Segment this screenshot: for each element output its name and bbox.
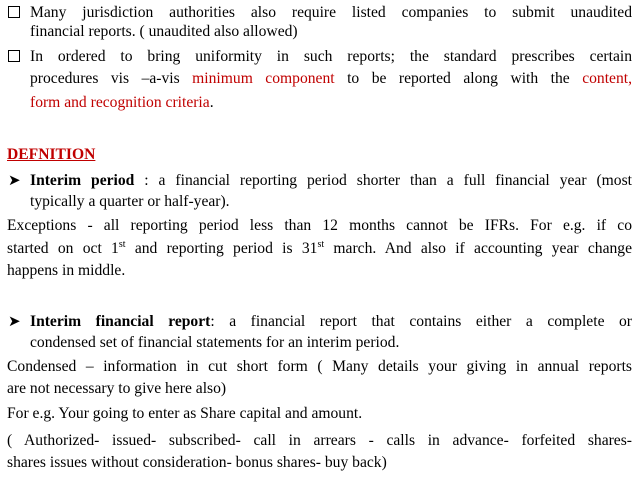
text-run: started on oct 1 (7, 240, 119, 257)
interim-period-line-2: typically a quarter or half-year). (30, 193, 230, 210)
superscript: st (118, 238, 126, 250)
list-line-2: shares issues without consideration- bonus shares- buy back) (7, 454, 387, 471)
exceptions-line-3: happens in middle. (7, 262, 126, 279)
definition-heading: DEFNITION (7, 146, 96, 163)
text-run: : a financial report that contains either a complete or (210, 313, 632, 330)
arrow-bullet-icon: ➤ (8, 314, 21, 330)
text-run: : a financial reporting period shorter than a full financial year (most (134, 172, 632, 189)
condensed-line-1: Condensed – information in cut short form ( Many details your giving in annual reports (7, 358, 632, 375)
text-run: and reporting period is 31 (125, 240, 318, 257)
text-run: . (209, 94, 214, 111)
bullet-1-line-1: Many jurisdiction authorities also require listed companies to submit unaudited (30, 4, 632, 21)
text-run: march. And also if accounting year change (324, 240, 633, 257)
example-line: For e.g. Your going to enter as Share capital and amount. (7, 405, 363, 422)
text-run: to be reported along with the (334, 70, 583, 87)
bullet-1-line-2: financial reports. ( unaudited also allowed) (30, 23, 298, 40)
checkbox-icon (8, 4, 20, 22)
bullet-2-line-3 (30, 94, 632, 112)
exceptions-line-2 (7, 240, 632, 258)
interim-report-line-1 (30, 313, 632, 331)
checkbox-icon (8, 48, 20, 66)
arrow-bullet-icon: ➤ (8, 173, 21, 189)
superscript: st (317, 238, 325, 250)
interim-period-line-1 (30, 172, 632, 190)
highlight-form-recognition: form and recognition criteria (30, 94, 210, 111)
exceptions-line-1: Exceptions - all reporting period less than 12 months cannot be IFRs. For e.g. if co (7, 217, 632, 234)
interim-report-line-2: condensed set of financial statements for an interim period. (30, 334, 400, 351)
bullet-2-line-2 (30, 70, 632, 88)
highlight-minimum-component: minimum component (192, 70, 335, 87)
interim-report-term: Interim financial report (30, 313, 211, 330)
bullet-2-line-1: In ordered to bring uniformity in such reports; the standard prescribes certain (30, 48, 632, 65)
highlight-content: content, (582, 70, 632, 87)
condensed-line-2: are not necessary to give here also) (7, 380, 227, 397)
list-line-1: ( Authorized- issued- subscribed- call in arrears - calls in advance- forfeited shares- (7, 432, 632, 449)
interim-period-term: Interim period (30, 172, 135, 189)
text-run: procedures vis –a-vis (30, 70, 193, 87)
